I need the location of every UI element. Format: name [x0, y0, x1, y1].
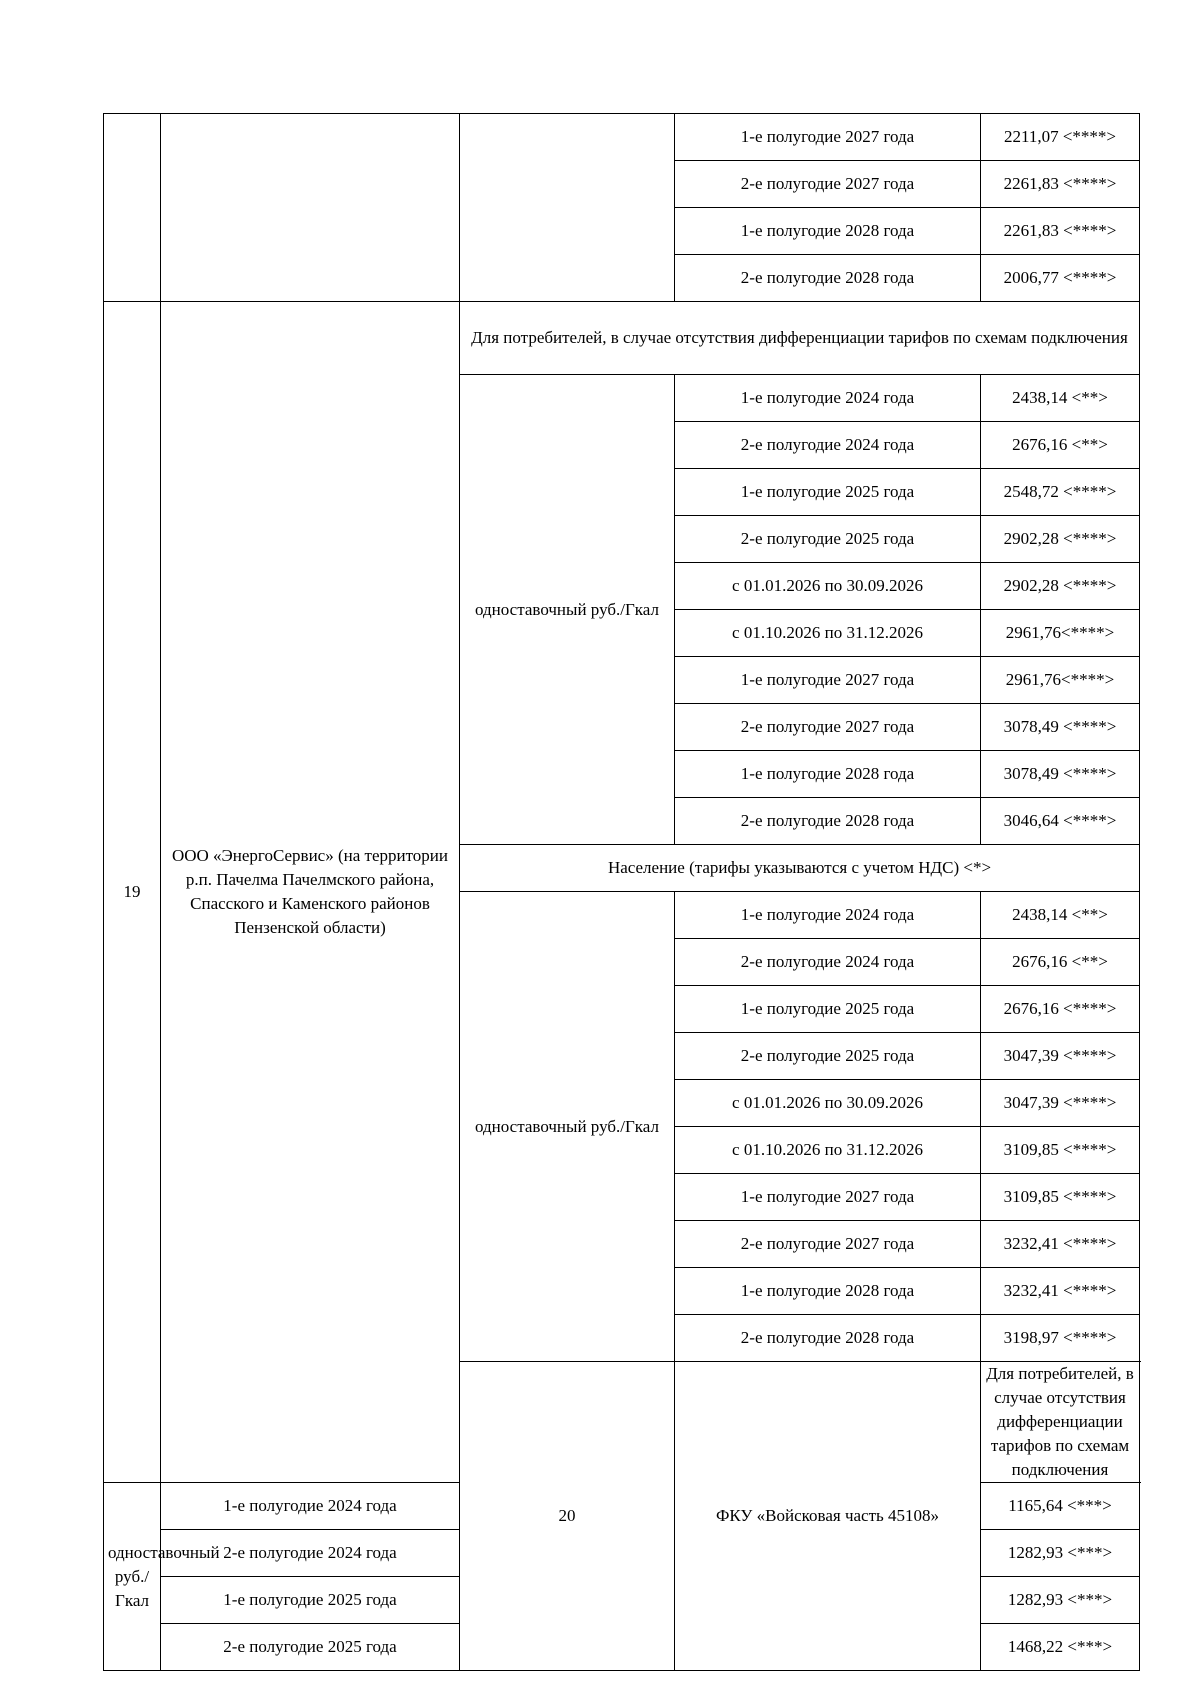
tariff-value-cell: 3232,41 <****>	[981, 1268, 1140, 1315]
tariff-value-cell: 2438,14 <**>	[981, 375, 1140, 422]
tariff-value-cell: 2006,77 <****>	[981, 255, 1140, 302]
tariff-value-cell: 2961,76<****>	[981, 657, 1140, 704]
period-cell: 2-е полугодие 2025 года	[161, 1624, 460, 1671]
period-cell: 2-е полугодие 2027 года	[675, 704, 981, 751]
tariff-value-cell: 2211,07 <****>	[981, 114, 1140, 161]
tariff-value-cell: 3109,85 <****>	[981, 1127, 1140, 1174]
tariff-value-cell: 3198,97 <****>	[981, 1315, 1140, 1362]
table-row	[104, 114, 1140, 161]
tariff-value-cell: 2902,28 <****>	[981, 563, 1140, 610]
tariff-type-cell	[460, 114, 675, 302]
period-cell: 2-е полугодие 2025 года	[675, 1033, 981, 1080]
period-cell: с 01.10.2026 по 31.12.2026	[675, 610, 981, 657]
row-number-cell: 20	[460, 1362, 675, 1671]
consumer-group-header: Население (тарифы указываются с учетом НДС) <*>	[460, 845, 1140, 892]
tariff-type-cell: одноставочный руб./Гкал	[460, 892, 675, 1362]
tariff-type-cell: одноставочный руб./Гкал	[460, 375, 675, 845]
tariff-value-cell: 3047,39 <****>	[981, 1080, 1140, 1127]
period-cell: 1-е полугодие 2024 года	[161, 1483, 460, 1530]
tariff-value-cell: 2261,83 <****>	[981, 161, 1140, 208]
tariff-value-cell: 1282,93 <***>	[981, 1530, 1140, 1577]
tariff-value-cell: 3109,85 <****>	[981, 1174, 1140, 1221]
period-cell: 2-е полугодие 2028 года	[675, 1315, 981, 1362]
period-cell: 1-е полугодие 2028 года	[675, 751, 981, 798]
tariff-value-cell: 3232,41 <****>	[981, 1221, 1140, 1268]
tariff-value-cell: 1468,22 <***>	[981, 1624, 1140, 1671]
tariff-value-cell: 2902,28 <****>	[981, 516, 1140, 563]
row-number-cell: 19	[104, 302, 161, 1483]
period-cell: 2-е полугодие 2027 года	[675, 1221, 981, 1268]
tariff-value-cell: 2961,76<****>	[981, 610, 1140, 657]
tariff-value-cell: 2438,14 <**>	[981, 892, 1140, 939]
tariff-value-cell: 3078,49 <****>	[981, 751, 1140, 798]
tariff-value-cell: 2548,72 <****>	[981, 469, 1140, 516]
tariff-value-cell: 2676,16 <****>	[981, 986, 1140, 1033]
period-cell: 1-е полугодие 2027 года	[675, 114, 981, 161]
tariff-type-cell: одноставочный руб./Гкал	[104, 1483, 161, 1671]
period-cell: с 01.10.2026 по 31.12.2026	[675, 1127, 981, 1174]
tariff-value-cell: 2676,16 <**>	[981, 422, 1140, 469]
period-cell: 2-е полугодие 2024 года	[675, 939, 981, 986]
period-cell: с 01.01.2026 по 30.09.2026	[675, 563, 981, 610]
consumer-group-header: Для потребителей, в случае отсутствия дифференциации тарифов по схемам подключения	[460, 302, 1140, 375]
period-cell: 1-е полугодие 2025 года	[675, 469, 981, 516]
period-cell: 1-е полугодие 2024 года	[675, 375, 981, 422]
tariff-value-cell: 2676,16 <**>	[981, 939, 1140, 986]
organization-cell	[161, 114, 460, 302]
period-cell: 2-е полугодие 2028 года	[675, 798, 981, 845]
period-cell: 2-е полугодие 2024 года	[675, 422, 981, 469]
period-cell: 2-е полугодие 2025 года	[675, 516, 981, 563]
tariff-value-cell: 3047,39 <****>	[981, 1033, 1140, 1080]
tariff-value-cell: 2261,83 <****>	[981, 208, 1140, 255]
period-cell: 1-е полугодие 2024 года	[675, 892, 981, 939]
tariff-value-cell: 1165,64 <***>	[981, 1483, 1140, 1530]
period-cell: 1-е полугодие 2025 года	[675, 986, 981, 1033]
tariff-table	[103, 113, 1140, 1671]
period-cell: 2-е полугодие 2024 года	[161, 1530, 460, 1577]
table-row	[104, 302, 1140, 375]
period-cell: 2-е полугодие 2028 года	[675, 255, 981, 302]
row-number-cell	[104, 114, 161, 302]
period-cell: 1-е полугодие 2028 года	[675, 208, 981, 255]
period-cell: 2-е полугодие 2027 года	[675, 161, 981, 208]
period-cell: 1-е полугодие 2027 года	[675, 657, 981, 704]
consumer-group-header: Для потребителей, в случае отсутствия дифференциации тарифов по схемам подключения	[981, 1362, 1140, 1483]
period-cell: с 01.01.2026 по 30.09.2026	[675, 1080, 981, 1127]
period-cell: 1-е полугодие 2025 года	[161, 1577, 460, 1624]
period-cell: 1-е полугодие 2028 года	[675, 1268, 981, 1315]
organization-cell: ООО «ЭнергоСервис» (на территории р.п. Пачелма Пачелмского района, Спасского и Каменского районов Пензенской области)	[161, 302, 460, 1483]
tariff-value-cell: 3046,64 <****>	[981, 798, 1140, 845]
tariff-value-cell: 3078,49 <****>	[981, 704, 1140, 751]
organization-cell: ФКУ «Войсковая часть 45108»	[675, 1362, 981, 1671]
tariff-value-cell: 1282,93 <***>	[981, 1577, 1140, 1624]
period-cell: 1-е полугодие 2027 года	[675, 1174, 981, 1221]
